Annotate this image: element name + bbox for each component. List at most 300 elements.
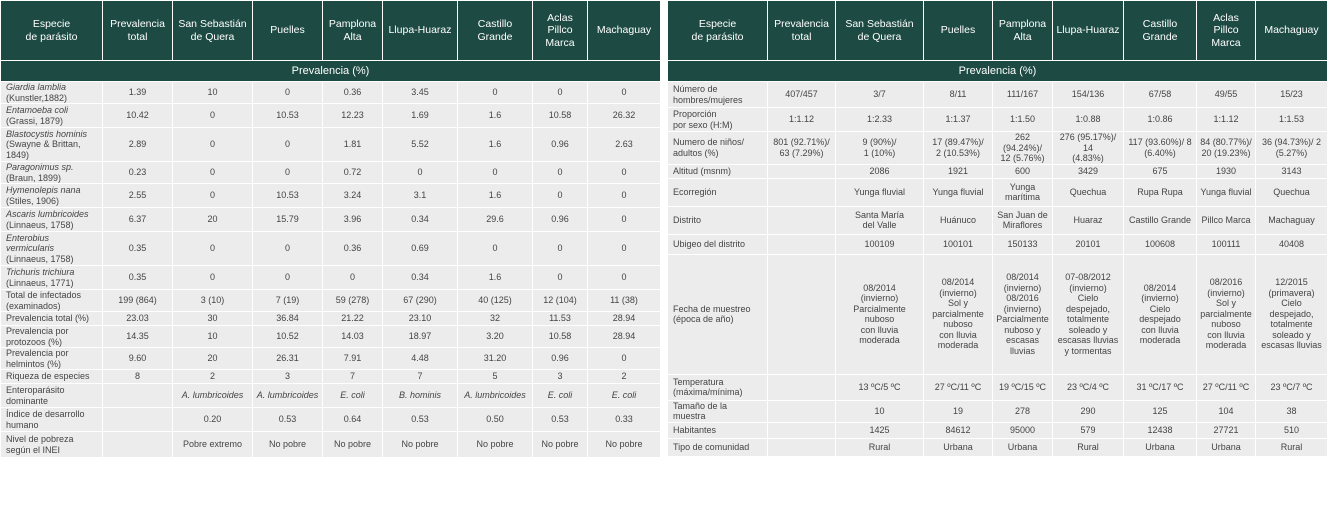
table-cell: 1.6 <box>458 266 533 290</box>
table-cell: 67 (290) <box>383 290 458 312</box>
table-cell: 0.53 <box>533 408 588 432</box>
row-label-author: (Linnaeus, 1758) <box>6 253 74 264</box>
row-label <box>1 208 103 232</box>
table-cell: No pobre <box>383 432 458 458</box>
table-cell: 38 <box>1256 400 1327 422</box>
table-cell: 20101 <box>1053 234 1124 254</box>
row-label-text: Ubigeo del distrito <box>673 238 746 249</box>
table-cell: 17 (89.47%)/ 2 (10.53%) <box>924 132 993 165</box>
table-cell: 36 (94.73%)/ 2 (5.27%) <box>1256 132 1327 165</box>
table-cell: 12.23 <box>323 104 383 128</box>
table-cell: Huaraz <box>1053 206 1124 234</box>
table-row <box>1 128 661 162</box>
table-cell <box>103 432 173 458</box>
table-cell: Yunga fluvial <box>1197 178 1256 206</box>
table-cell <box>768 254 836 374</box>
table-cell: 8/11 <box>924 82 993 108</box>
table-cell: 12438 <box>1124 422 1197 438</box>
table-cell: 675 <box>1124 164 1197 178</box>
row-label-text: Índice de desarrollo humano <box>6 409 85 430</box>
table-cell: 0 <box>588 162 661 184</box>
table-cell: 1.6 <box>458 184 533 208</box>
row-label <box>1 326 103 348</box>
prevalence-subheader: Prevalencia (%) <box>1 61 661 82</box>
table-cell: 0.64 <box>323 408 383 432</box>
row-label <box>1 370 103 384</box>
row-label-text: Habitantes <box>673 424 717 435</box>
table-cell: 7 <box>323 370 383 384</box>
table-cell: 15.79 <box>253 208 323 232</box>
table-cell: 7 <box>383 370 458 384</box>
table-cell: 10 <box>173 82 253 104</box>
row-label <box>1 266 103 290</box>
table-cell: 276 (95.17%)/ 14 (4.83%) <box>1053 132 1124 165</box>
table-cell: Urbana <box>993 438 1053 456</box>
table-cell: 20 <box>173 348 253 370</box>
column-header: Llupa-Huaraz <box>1053 1 1124 61</box>
table-cell <box>103 384 173 408</box>
table-cell: B. hominis <box>383 384 458 408</box>
row-label-text: Trichuris trichiura <box>6 267 75 277</box>
row-label <box>1 162 103 184</box>
table-cell: 0 <box>588 208 661 232</box>
row-label <box>1 104 103 128</box>
column-header: Machaguay <box>1256 1 1327 61</box>
table-cell: 0 <box>253 128 323 162</box>
table-cell: No pobre <box>253 432 323 458</box>
table-cell: 2.63 <box>588 128 661 162</box>
table-cell: 12/2015 (primavera) Cielo despejado, totalmente soleado y escasas lluvias <box>1256 254 1327 374</box>
table-cell: 0 <box>323 266 383 290</box>
row-label-author: (Stiles, 1906) <box>6 195 60 206</box>
table-cell: 14.03 <box>323 326 383 348</box>
table-cell: 11.53 <box>533 312 588 326</box>
table-row <box>1 104 661 128</box>
row-label-text: Tamaño de la muestra <box>673 400 728 421</box>
table-cell: 510 <box>1256 422 1327 438</box>
table-cell: 9.60 <box>103 348 173 370</box>
table-cell: San Juan de Miraflores <box>993 206 1053 234</box>
table-cell: 0 <box>253 266 323 290</box>
table-cell: 0 <box>533 162 588 184</box>
table-row <box>1 290 661 312</box>
row-label <box>1 408 103 432</box>
table-row <box>668 164 1327 178</box>
table-row <box>668 132 1327 165</box>
table-cell: 1.6 <box>458 104 533 128</box>
row-label <box>1 82 103 104</box>
table-cell: 0 <box>173 184 253 208</box>
table-cell: Yunga fluvial <box>836 178 924 206</box>
row-label-text: Temperatura (máxima/mínima) <box>673 376 743 397</box>
table-cell: 0.35 <box>103 266 173 290</box>
table-row <box>668 400 1327 422</box>
table-cell: 0.34 <box>383 208 458 232</box>
row-label-text: Prevalencia total (%) <box>6 313 90 324</box>
table-cell: Pobre extremo <box>173 432 253 458</box>
table-cell: Castillo Grande <box>1124 206 1197 234</box>
table-row <box>1 312 661 326</box>
table-row <box>668 234 1327 254</box>
table-cell: 1.81 <box>323 128 383 162</box>
column-header: Especie de parásito <box>1 1 103 61</box>
table-cell: 08/2014 (invierno) Parcialmente nuboso con lluvia moderada <box>836 254 924 374</box>
row-label <box>1 290 103 312</box>
table-cell: Quechua <box>1053 178 1124 206</box>
table-cell: 801 (92.71%)/ 63 (7.29%) <box>768 132 836 165</box>
row-label <box>1 432 103 458</box>
table-cell: 29.6 <box>458 208 533 232</box>
row-label-author: (Linnaeus, 1758) <box>6 219 74 230</box>
table-cell: 1.6 <box>458 128 533 162</box>
table-cell: No pobre <box>323 432 383 458</box>
column-header: Puelles <box>253 1 323 61</box>
table-cell: 1:1.12 <box>768 108 836 132</box>
table-cell: 40408 <box>1256 234 1327 254</box>
table-cell: 2.89 <box>103 128 173 162</box>
table-cell: Rural <box>1256 438 1327 456</box>
row-label <box>1 312 103 326</box>
table-cell: 6.37 <box>103 208 173 232</box>
table-cell: 28.94 <box>588 326 661 348</box>
table-cell: 0 <box>173 104 253 128</box>
table-cell: No pobre <box>588 432 661 458</box>
table-cell: 26.31 <box>253 348 323 370</box>
table-row <box>668 82 1327 108</box>
row-label <box>668 132 768 165</box>
table-cell: 1:2.33 <box>836 108 924 132</box>
table-cell: 0.96 <box>533 208 588 232</box>
table-cell: 150133 <box>993 234 1053 254</box>
row-label-text: Distrito <box>673 214 702 225</box>
table-cell: 28.94 <box>588 312 661 326</box>
table-cell: 3429 <box>1053 164 1124 178</box>
row-label <box>1 184 103 208</box>
table-cell: 0 <box>533 266 588 290</box>
row-label <box>1 128 103 162</box>
table-cell: 08/2014 (invierno) 08/2016 (invierno) Parcialmente nuboso y escasas lluvias <box>993 254 1053 374</box>
table-cell: 117 (93.60%)/ 8 (6.40%) <box>1124 132 1197 165</box>
row-label-author: (Kunstler,1882) <box>6 92 68 103</box>
table-cell: 154/136 <box>1053 82 1124 108</box>
row-label-text: Prevalencia por protozoos (%) <box>6 326 69 347</box>
table-cell: 7 (19) <box>253 290 323 312</box>
table-cell: 59 (278) <box>323 290 383 312</box>
table-cell: 0.69 <box>383 232 458 266</box>
table-cell: 0.36 <box>323 232 383 266</box>
table-cell: 0 <box>458 82 533 104</box>
row-label-text: Nivel de pobreza según el INEI <box>6 434 74 455</box>
table-cell: 1930 <box>1197 164 1256 178</box>
table-cell: 1:1.50 <box>993 108 1053 132</box>
table-cell: 49/55 <box>1197 82 1256 108</box>
column-header: Pamplona Alta <box>323 1 383 61</box>
table-cell: 12 (104) <box>533 290 588 312</box>
table-cell: 95000 <box>993 422 1053 438</box>
table-cell <box>768 438 836 456</box>
table-row <box>1 384 661 408</box>
table-cell: 0 <box>173 232 253 266</box>
column-header: Machaguay <box>588 1 661 61</box>
row-label <box>668 438 768 456</box>
row-label <box>668 400 768 422</box>
column-header: Castillo Grande <box>1124 1 1197 61</box>
table-row <box>1 408 661 432</box>
table-cell: Yunga fluvial <box>924 178 993 206</box>
table-cell: 0 <box>533 82 588 104</box>
column-header: Puelles <box>924 1 993 61</box>
table-cell: 2 <box>173 370 253 384</box>
table-cell: 8 <box>103 370 173 384</box>
table-cell: 0.34 <box>383 266 458 290</box>
table-cell: 0 <box>588 82 661 104</box>
table-cell: 0.96 <box>533 128 588 162</box>
column-header: San Sebastián de Quera <box>173 1 253 61</box>
column-header: Prevalencia total <box>768 1 836 61</box>
table-cell: No pobre <box>458 432 533 458</box>
table-cell: Huánuco <box>924 206 993 234</box>
table-cell: 0.72 <box>323 162 383 184</box>
table-cell <box>768 422 836 438</box>
table-cell <box>768 178 836 206</box>
table-cell: 0.33 <box>588 408 661 432</box>
row-label-text: Altitud (msnm) <box>673 165 732 176</box>
table-cell: 0 <box>173 266 253 290</box>
table-row <box>1 266 661 290</box>
table-cell: 07-08/2012 (invierno) Cielo despejado, totalmente soleado y escasas lluvias y tormentas <box>1053 254 1124 374</box>
column-header: Prevalencia total <box>103 1 173 61</box>
table-cell: No pobre <box>533 432 588 458</box>
table-cell: 100109 <box>836 234 924 254</box>
column-header: San Sebastián de Quera <box>836 1 924 61</box>
table-cell: 23.03 <box>103 312 173 326</box>
table-cell: 1921 <box>924 164 993 178</box>
table-cell <box>768 206 836 234</box>
table-cell: 10.42 <box>103 104 173 128</box>
table-cell: 0 <box>458 232 533 266</box>
table-cell: 5 <box>458 370 533 384</box>
column-header: Pamplona Alta <box>993 1 1053 61</box>
table-cell: 30 <box>173 312 253 326</box>
row-label-text: Paragonimus sp. <box>6 162 74 172</box>
table-cell: 3.96 <box>323 208 383 232</box>
table-cell: 3.20 <box>458 326 533 348</box>
table-cell: 10.53 <box>253 184 323 208</box>
table-cell <box>768 164 836 178</box>
table-cell: 10.58 <box>533 104 588 128</box>
table-cell: 08/2016 (invierno) Sol y parcialmente nuboso con lluvia moderada <box>1197 254 1256 374</box>
row-label <box>668 82 768 108</box>
table-cell: 14.35 <box>103 326 173 348</box>
table-cell: 0 <box>253 162 323 184</box>
table-cell: 0 <box>588 232 661 266</box>
table-row <box>668 438 1327 456</box>
table-cell: 0 <box>533 232 588 266</box>
table-cell: 7.91 <box>323 348 383 370</box>
table-cell: 27721 <box>1197 422 1256 438</box>
table-cell: 3 <box>533 370 588 384</box>
table-cell: 600 <box>993 164 1053 178</box>
table-cell: 0 <box>383 162 458 184</box>
table-cell: 199 (864) <box>103 290 173 312</box>
table-cell: 0.53 <box>253 408 323 432</box>
table-cell: 0.53 <box>383 408 458 432</box>
column-header: Aclas Pillco Marca <box>1197 1 1256 61</box>
table-cell: 23 ºC/7 ºC <box>1256 374 1327 400</box>
table-cell: 67/58 <box>1124 82 1197 108</box>
row-label-text: Prevalencia por helmintos (%) <box>6 348 69 369</box>
table-cell: 0.96 <box>533 348 588 370</box>
table-cell: 579 <box>1053 422 1124 438</box>
table-cell: 36.84 <box>253 312 323 326</box>
column-header: Castillo Grande <box>458 1 533 61</box>
row-label-text: Giardia lamblia <box>6 82 67 92</box>
table-cell: 10.58 <box>533 326 588 348</box>
table-cell: 3/7 <box>836 82 924 108</box>
table-cell: 23 ºC/4 ºC <box>1053 374 1124 400</box>
row-label-text: Ascaris lumbricoides <box>6 209 89 219</box>
table-row <box>668 254 1327 374</box>
table-cell: 40 (125) <box>458 290 533 312</box>
table-cell: 290 <box>1053 400 1124 422</box>
table-cell: Quechua <box>1256 178 1327 206</box>
table-cell: 1425 <box>836 422 924 438</box>
column-header: Especie de parásito <box>668 1 768 61</box>
table-cell: 0 <box>173 162 253 184</box>
table-cell: E. coli <box>533 384 588 408</box>
table-cell: 1.39 <box>103 82 173 104</box>
table-row <box>1 326 661 348</box>
community-characteristics-table <box>667 0 1327 457</box>
table-cell: 0 <box>458 162 533 184</box>
table-cell: 104 <box>1197 400 1256 422</box>
table-cell: 84 (80.77%)/ 20 (19.23%) <box>1197 132 1256 165</box>
table-cell: 9 (90%)/ 1 (10%) <box>836 132 924 165</box>
row-label-text: Hymenolepis nana <box>6 185 81 195</box>
table-row <box>1 432 661 458</box>
table-cell: A. lumbricoides <box>253 384 323 408</box>
row-label <box>1 384 103 408</box>
row-label <box>668 108 768 132</box>
table-cell: 2 <box>588 370 661 384</box>
row-label-text: Total de infectados (examinados) <box>6 290 82 311</box>
table-cell: 0 <box>588 266 661 290</box>
table-cell: 08/2014 (invierno) Cielo despejado con lluvia moderada <box>1124 254 1197 374</box>
table-row <box>668 374 1327 400</box>
table-cell: 407/457 <box>768 82 836 108</box>
table-cell: 1:0.86 <box>1124 108 1197 132</box>
table-cell: 111/167 <box>993 82 1053 108</box>
table-cell: 31 ºC/17 ºC <box>1124 374 1197 400</box>
table-cell: 10.53 <box>253 104 323 128</box>
table-row <box>668 206 1327 234</box>
table-cell: 19 ºC/15 ºC <box>993 374 1053 400</box>
table-cell: Urbana <box>1124 438 1197 456</box>
table-cell: 31.20 <box>458 348 533 370</box>
table-cell: 20 <box>173 208 253 232</box>
row-label-text: Blastocystis hominis <box>6 128 88 139</box>
table-cell: Machaguay <box>1256 206 1327 234</box>
table-cell: A. lumbricoides <box>173 384 253 408</box>
table-cell: 08/2014 (invierno) Sol y parcialmente nuboso con lluvia moderada <box>924 254 993 374</box>
table-row <box>668 178 1327 206</box>
table-cell: 5.52 <box>383 128 458 162</box>
table-cell: 100608 <box>1124 234 1197 254</box>
table-cell: 100101 <box>924 234 993 254</box>
table-cell: Yunga marítima <box>993 178 1053 206</box>
table-cell: Rupa Rupa <box>1124 178 1197 206</box>
table-cell: A. lumbricoides <box>458 384 533 408</box>
table-cell: 27 ºC/11 ºC <box>924 374 993 400</box>
table-cell: 1:0.88 <box>1053 108 1124 132</box>
table-cell <box>768 400 836 422</box>
table-row <box>1 370 661 384</box>
table-cell: 0 <box>173 128 253 162</box>
prevalence-subheader: Prevalencia (%) <box>668 61 1327 82</box>
table-cell: Urbana <box>1197 438 1256 456</box>
table-cell: 3.45 <box>383 82 458 104</box>
column-header: Llupa-Huaraz <box>383 1 458 61</box>
column-header: Aclas Pillco Marca <box>533 1 588 61</box>
table-cell: 3.1 <box>383 184 458 208</box>
table-cell: 100111 <box>1197 234 1256 254</box>
table-cell: 1:1.37 <box>924 108 993 132</box>
row-label-text: Enteroparásito dominante <box>6 385 65 406</box>
row-label <box>668 234 768 254</box>
table-cell: 19 <box>924 400 993 422</box>
table-row <box>668 108 1327 132</box>
table-cell: 23.10 <box>383 312 458 326</box>
table-cell: 3 (10) <box>173 290 253 312</box>
row-label-text: Enterobius vermicularis <box>6 232 55 254</box>
table-cell: Pillco Marca <box>1197 206 1256 234</box>
row-label-author: (Grassi, 1879) <box>6 115 64 126</box>
table-cell: 15/23 <box>1256 82 1327 108</box>
table-cell: 13 ºC/5 ºC <box>836 374 924 400</box>
table-row <box>1 348 661 370</box>
table-row <box>668 422 1327 438</box>
row-label <box>668 422 768 438</box>
row-label-text: Número de hombres/mujeres <box>673 84 743 105</box>
row-label-text: Tipo de comunidad <box>673 441 750 452</box>
table-cell: 10.52 <box>253 326 323 348</box>
table-cell: E. coli <box>323 384 383 408</box>
row-label-text: Ecorregión <box>673 186 717 197</box>
table-cell: 0 <box>588 348 661 370</box>
table-cell: Urbana <box>924 438 993 456</box>
table-cell: 2.55 <box>103 184 173 208</box>
row-label <box>668 164 768 178</box>
table-cell: 18.97 <box>383 326 458 348</box>
row-label <box>668 178 768 206</box>
table-cell <box>103 408 173 432</box>
table-cell <box>768 234 836 254</box>
table-cell: 84612 <box>924 422 993 438</box>
row-label <box>668 374 768 400</box>
row-label-text: Proporción por sexo (H:M) <box>673 109 733 130</box>
row-label-text: Riqueza de especies <box>6 371 90 382</box>
table-cell: 0 <box>253 232 323 266</box>
table-cell: 0.35 <box>103 232 173 266</box>
row-label <box>1 232 103 266</box>
table-cell: 4.48 <box>383 348 458 370</box>
table-cell: 21.22 <box>323 312 383 326</box>
row-label-author: (Linnaeus, 1771) <box>6 277 74 288</box>
table-cell: 2086 <box>836 164 924 178</box>
table-cell: 278 <box>993 400 1053 422</box>
table-cell: Santa María del Valle <box>836 206 924 234</box>
table-cell: 0.36 <box>323 82 383 104</box>
